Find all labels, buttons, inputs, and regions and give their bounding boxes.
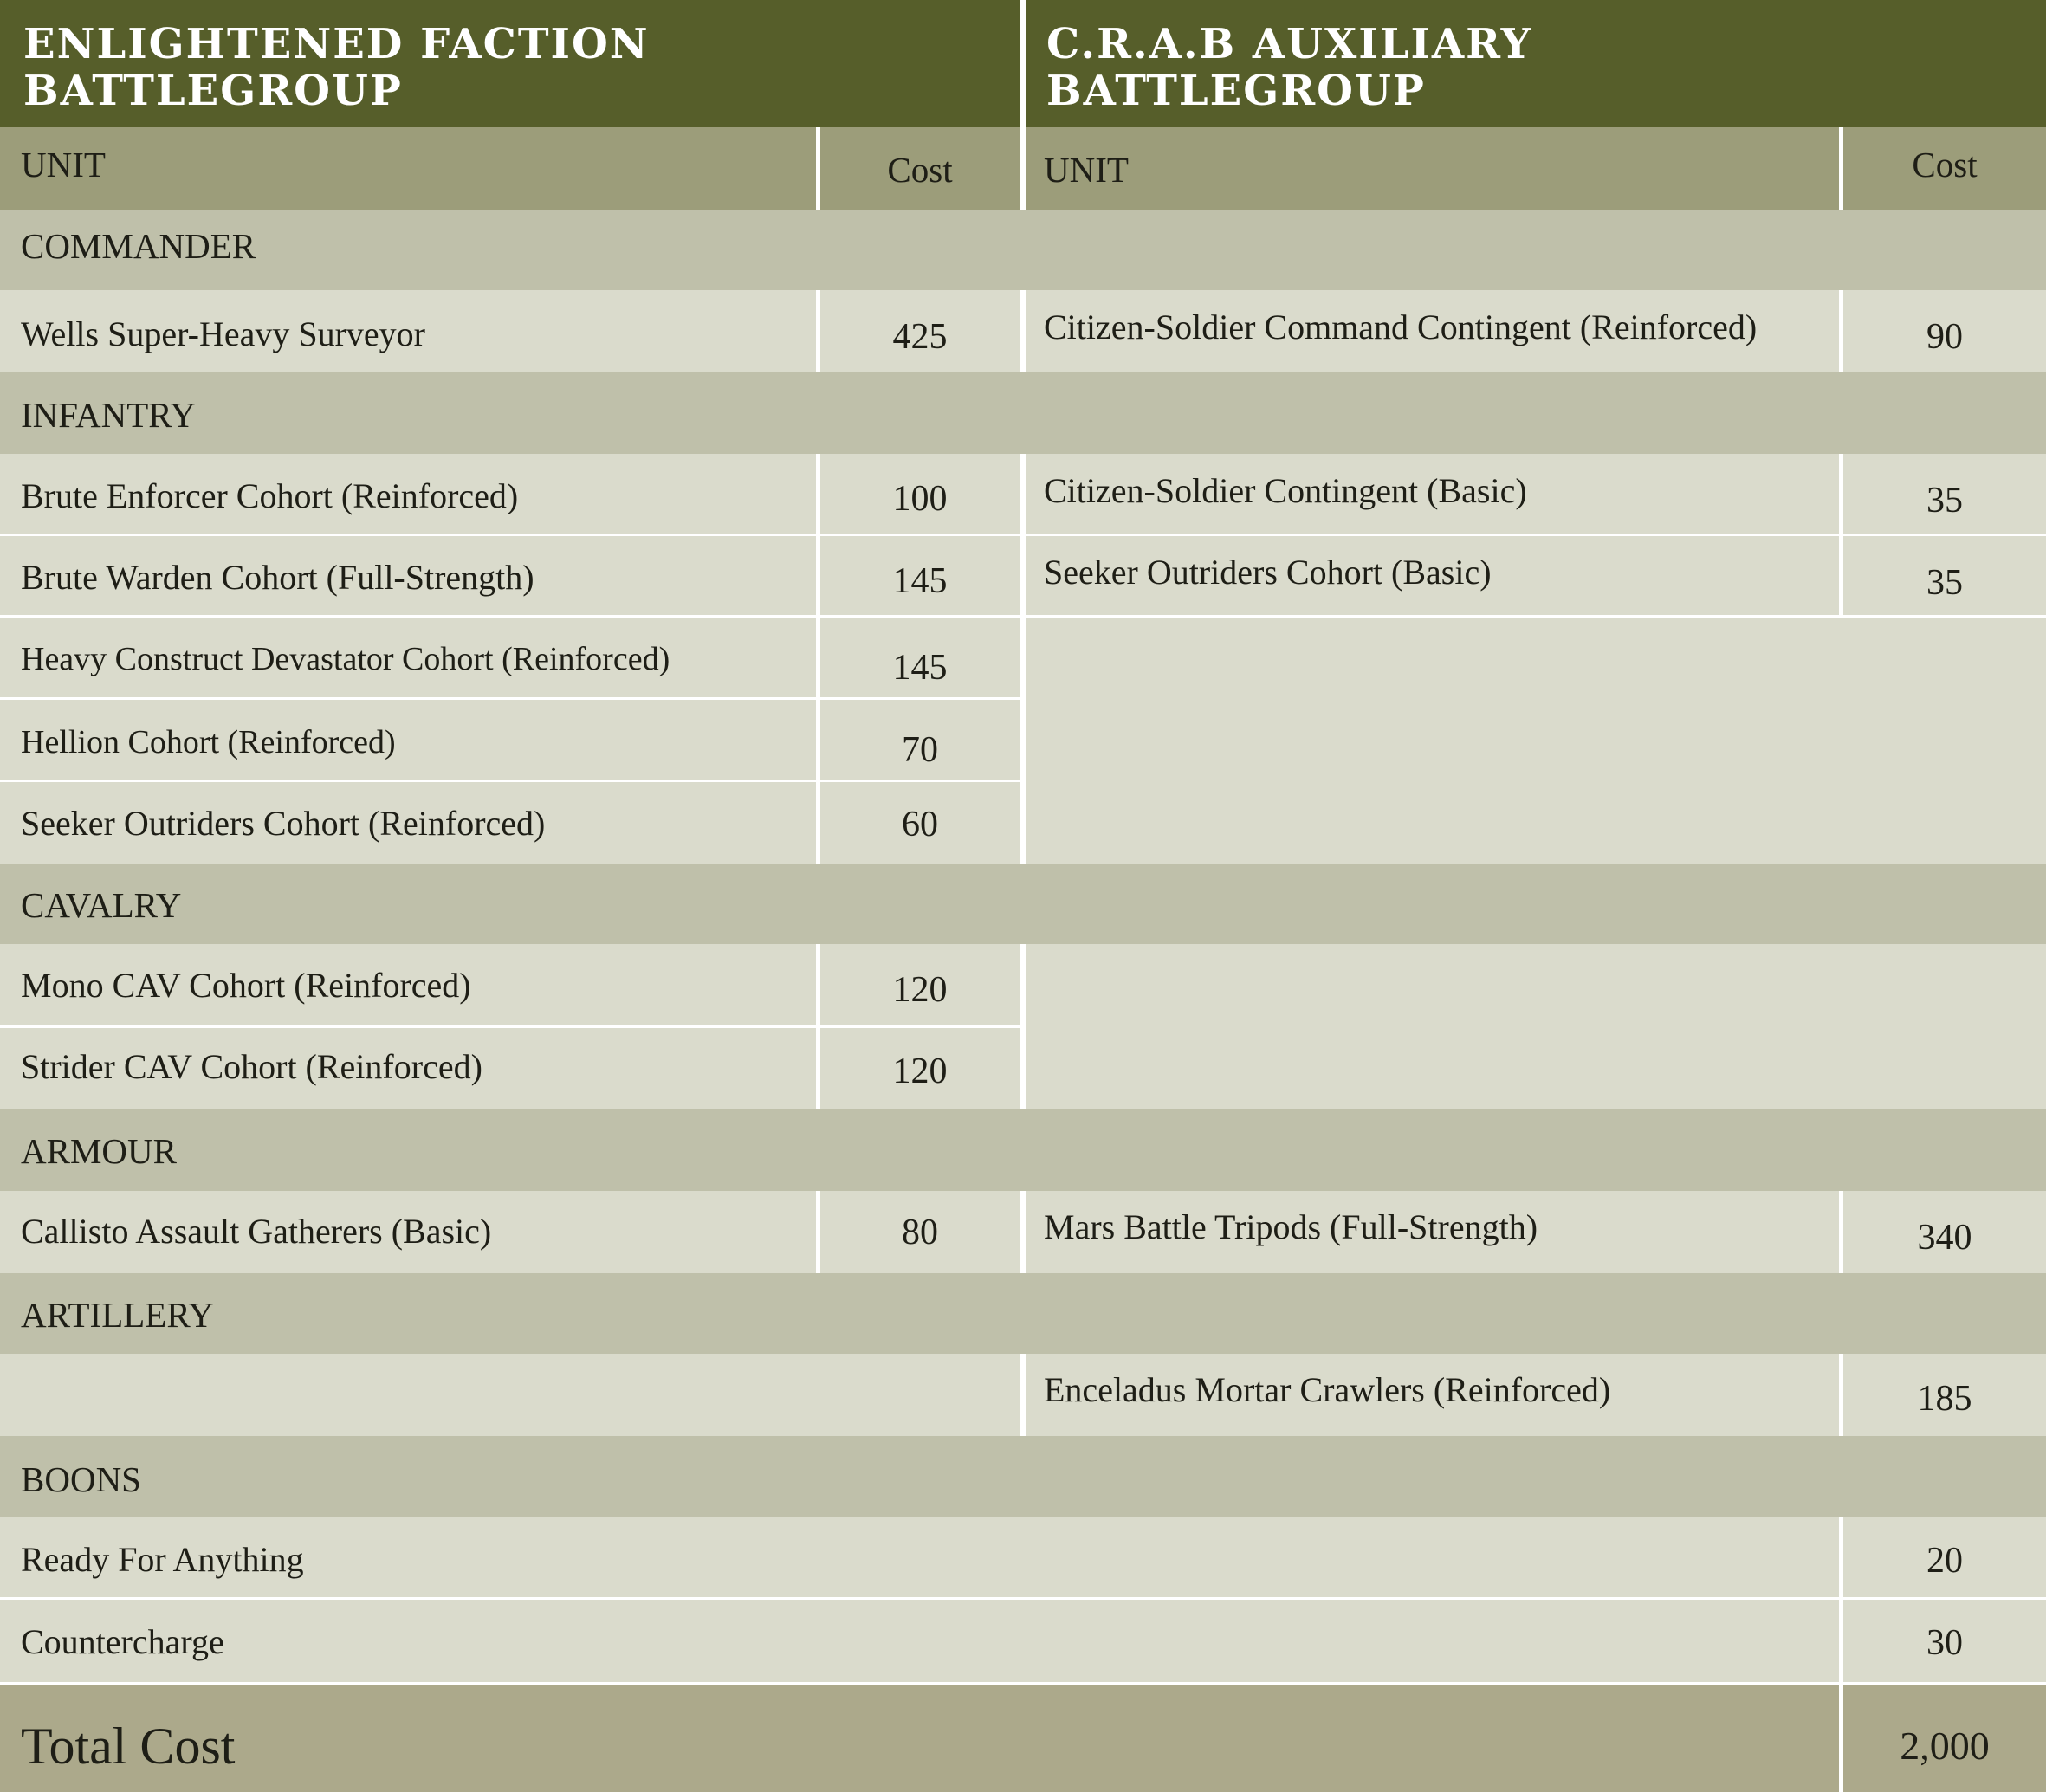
category-label: INFANTRY	[21, 395, 196, 435]
col-divider	[1020, 944, 1026, 1109]
unit-cost: 90	[1926, 317, 1963, 357]
category-infantry-row	[0, 372, 2046, 454]
boon-cost: 20	[1926, 1541, 1963, 1581]
total-cost-label: Total Cost	[21, 1718, 236, 1775]
category-commander-row	[0, 210, 2046, 290]
right-title-line-1: C.R.A.B AUXILIARY	[1046, 20, 1532, 68]
unit-name: Brute Enforcer Cohort (Reinforced)	[21, 476, 519, 515]
right-unit-header: UNIT	[1044, 150, 1129, 190]
unit-cost: 35	[1926, 563, 1963, 603]
unit-cost: 425	[892, 317, 948, 357]
total-cost-value: 2,000	[1900, 1724, 1990, 1768]
category-label: COMMANDER	[21, 226, 256, 266]
right-title-line-2: BATTLEGROUP	[1046, 67, 1426, 115]
col-divider	[1020, 454, 1026, 864]
unit-cost: 340	[1917, 1218, 1972, 1258]
col-divider	[1020, 1191, 1026, 1273]
row-divider	[1026, 534, 2046, 536]
header-divider	[1020, 0, 1026, 127]
unit-name: Heavy Construct Devastator Cohort (Reinforced)	[21, 641, 670, 677]
boon-cost: 30	[1926, 1623, 1963, 1663]
row-divider	[1026, 615, 2046, 618]
unit-cost: 120	[892, 1051, 948, 1091]
row-divider	[0, 1597, 2046, 1600]
unit-name: Hellion Cohort (Reinforced)	[21, 724, 396, 760]
row-divider	[0, 534, 1020, 536]
left-title-line-2: BATTLEGROUP	[23, 67, 403, 115]
left-unit-header: UNIT	[21, 145, 106, 184]
unit-cost: 35	[1926, 481, 1963, 521]
unit-name: Citizen-Soldier Contingent (Basic)	[1044, 471, 1527, 510]
category-label: ARMOUR	[21, 1131, 177, 1171]
right-cost-header: Cost	[1912, 145, 1978, 184]
unit-name: Mars Battle Tripods (Full-Strength)	[1044, 1207, 1538, 1246]
row-divider	[0, 1025, 1020, 1028]
unit-name: Enceladus Mortar Crawlers (Reinforced)	[1044, 1370, 1611, 1409]
row-divider	[0, 780, 1020, 782]
unit-cost: 120	[892, 970, 948, 1010]
left-cost-header: Cost	[887, 150, 953, 190]
category-boons-row	[0, 1436, 2046, 1517]
category-label: CAVALRY	[21, 885, 182, 925]
unit-cost: 80	[902, 1213, 938, 1252]
unit-name: Seeker Outriders Cohort (Reinforced)	[21, 804, 546, 843]
unit-name: Wells Super-Heavy Surveyor	[21, 314, 425, 353]
unit-name: Callisto Assault Gatherers (Basic)	[21, 1212, 492, 1251]
unit-name: Citizen-Soldier Command Contingent (Reinforced)	[1044, 307, 1758, 346]
row-divider	[0, 697, 1020, 700]
col-divider	[1020, 1354, 1026, 1436]
category-label: ARTILLERY	[21, 1295, 215, 1335]
col-divider	[1020, 127, 1026, 210]
unit-cost: 60	[902, 805, 938, 844]
unit-name: Seeker Outriders Cohort (Basic)	[1044, 553, 1492, 592]
boon-name: Countercharge	[21, 1622, 224, 1661]
row-divider	[0, 615, 1020, 618]
boon-name: Ready For Anything	[21, 1540, 304, 1579]
total-row	[0, 1685, 2046, 1792]
col-divider	[1020, 290, 1026, 372]
category-armour-row	[0, 1109, 2046, 1191]
category-artillery-row	[0, 1273, 2046, 1354]
unit-name: Strider CAV Cohort (Reinforced)	[21, 1047, 482, 1086]
unit-cost: 145	[892, 561, 948, 601]
unit-name: Mono CAV Cohort (Reinforced)	[21, 966, 471, 1005]
category-cavalry-row	[0, 864, 2046, 944]
left-battlegroup-title	[23, 21, 650, 114]
unit-cost: 145	[892, 648, 948, 688]
left-title-line-1: ENLIGHTENED FACTION	[23, 20, 650, 68]
unit-name: Brute Warden Cohort (Full-Strength)	[21, 558, 534, 597]
unit-cost: 100	[892, 479, 948, 519]
boons-rows	[0, 1517, 2046, 1682]
category-label: BOONS	[21, 1459, 141, 1499]
unit-cost: 70	[902, 730, 938, 770]
right-battlegroup-title	[1046, 21, 1532, 114]
unit-cost: 185	[1917, 1379, 1972, 1419]
